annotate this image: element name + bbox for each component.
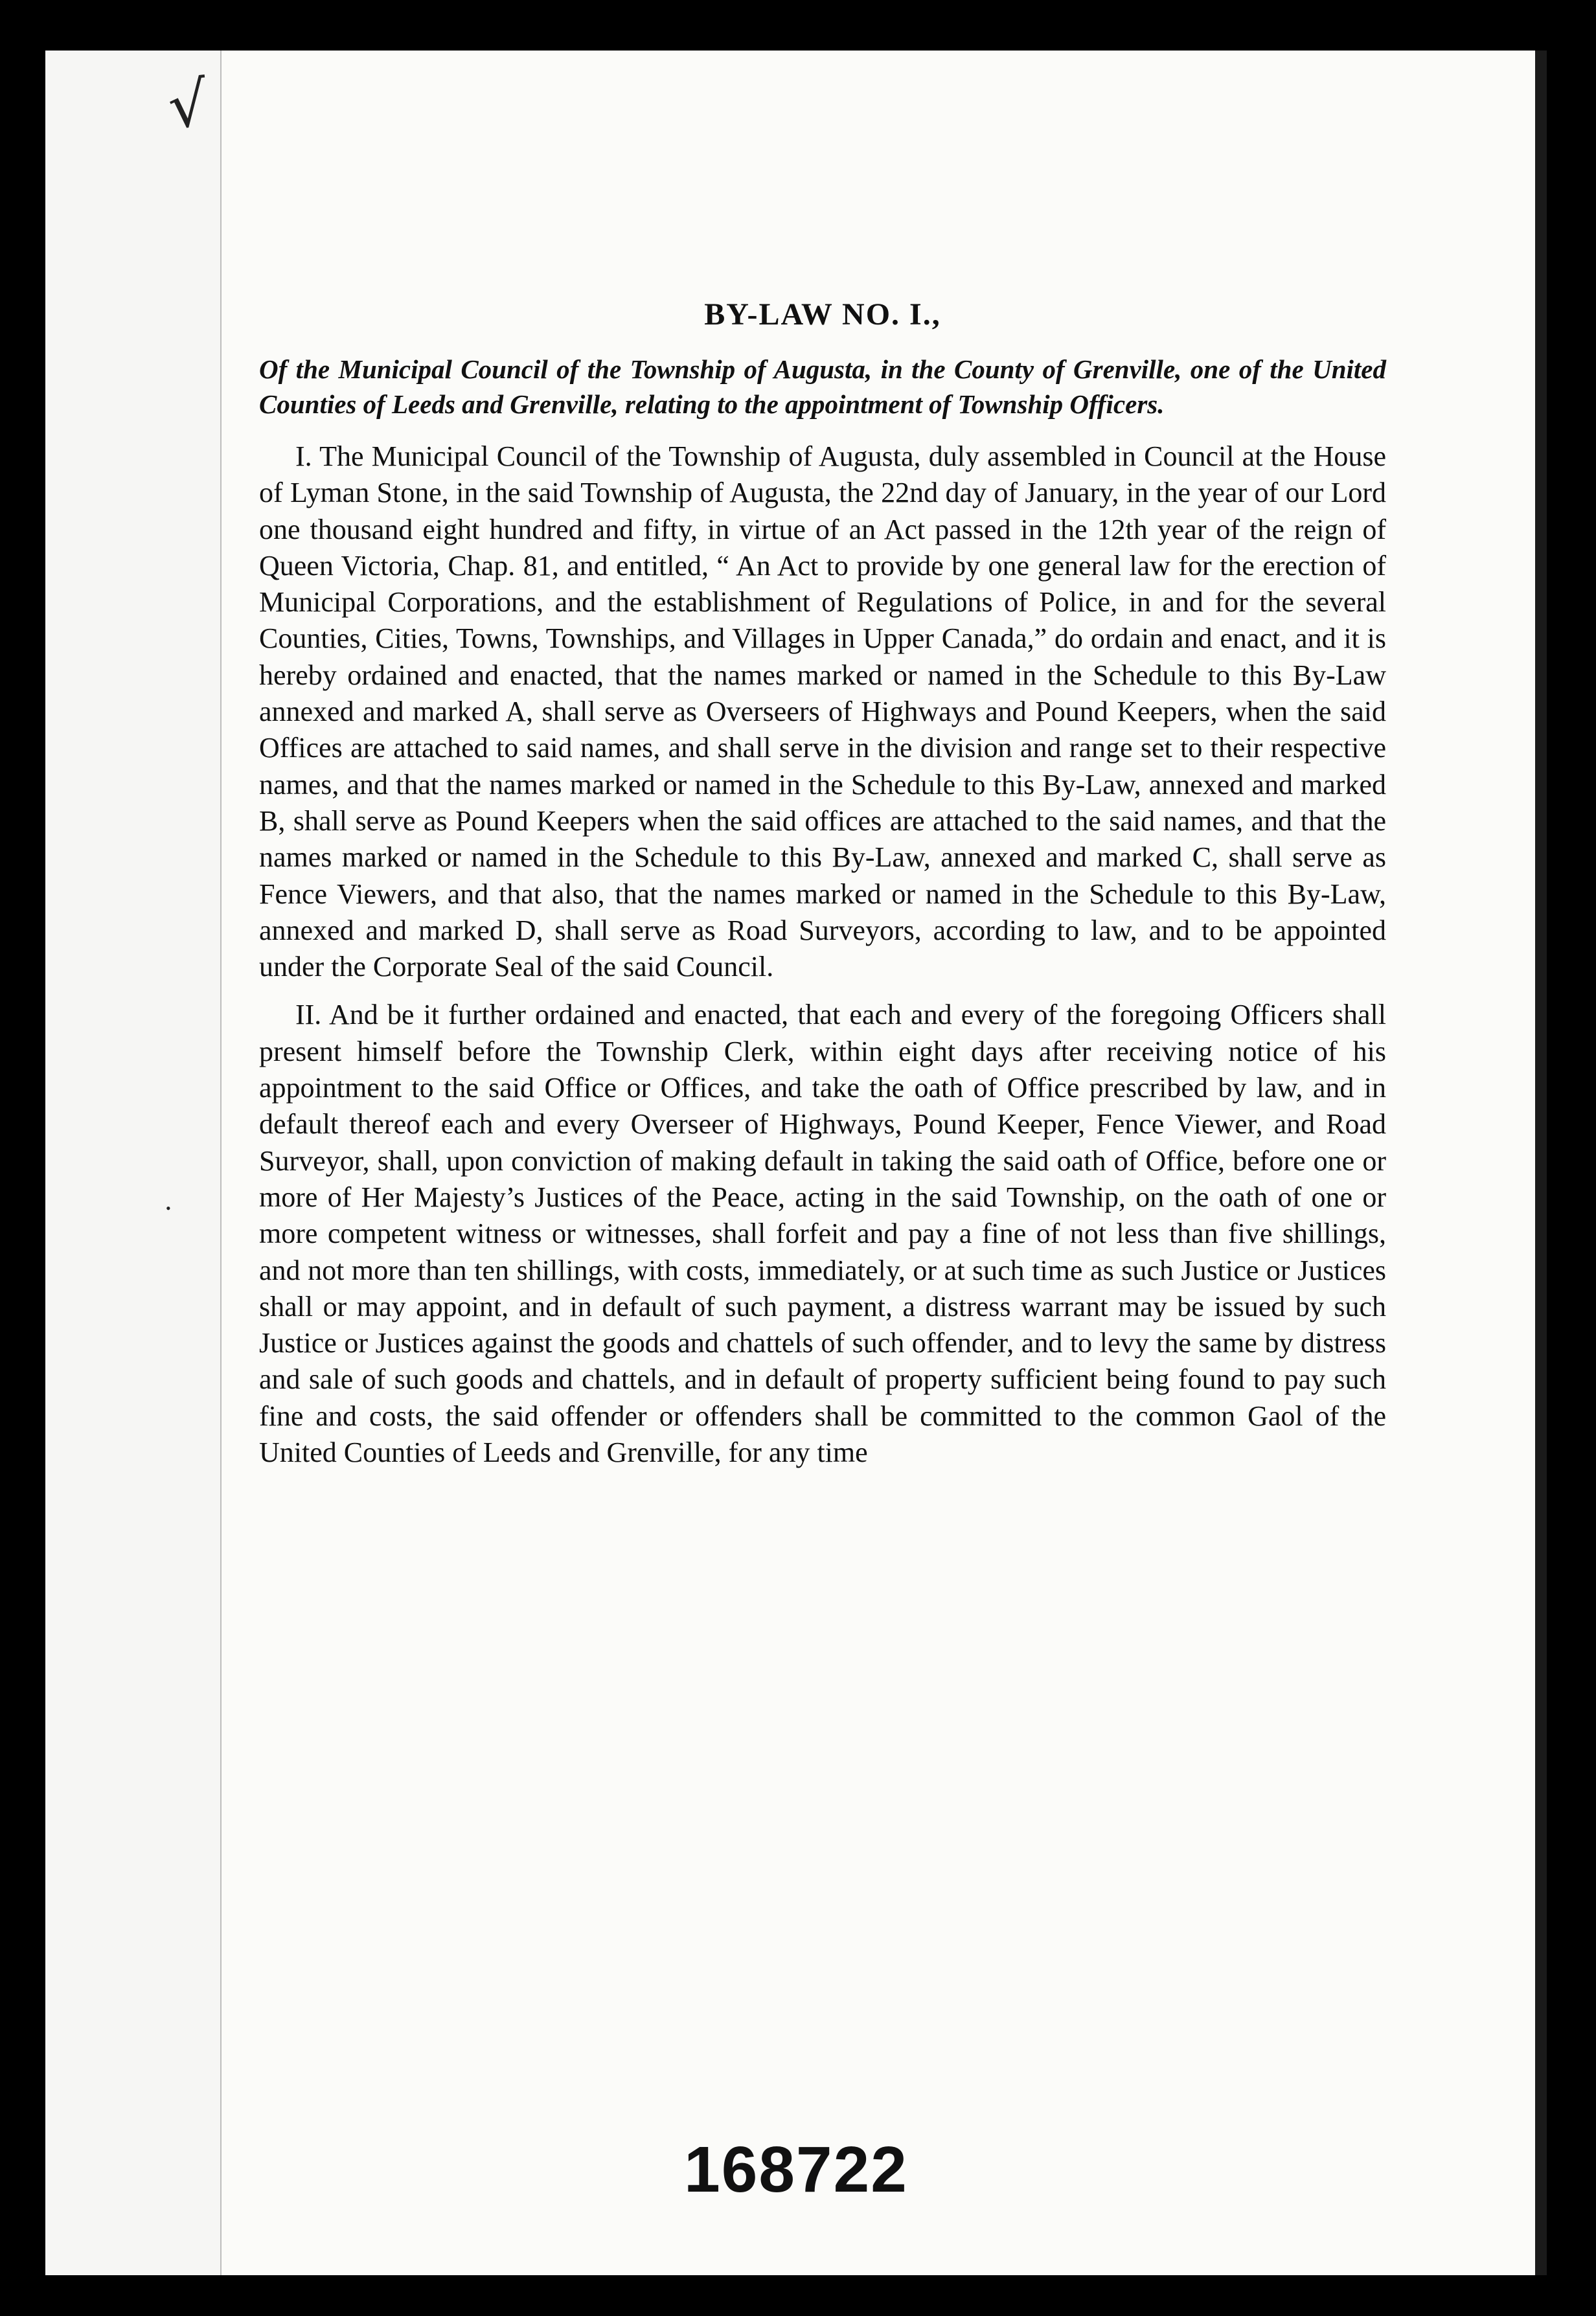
page-title: BY-LAW NO. I., — [704, 297, 941, 332]
left-margin — [45, 51, 222, 2275]
document-page — [45, 51, 1547, 2275]
paragraph-section-2: II. And be it further ordained and enacted, that each and every of the foregoing Officers shall present himself before the Township Clerk, within eight days after receiving notice of his appointment to the said Office or Offices, and take the oath of Office prescribed by law, and in default thereof each and every Overseer of Highways, Pound Keeper, Fence Viewer, and Road Surveyor, shall, upon conviction of making default in taking the said oath of Office, before one or more of Her Majesty’s Justices of the Peace, acting in the said Township, on the oath of one or more competent witness or witnesses, shall forfeit and pay a fine of not less than five shillings, and not more than ten shillings, with costs, immediately, or at such time as such Justice or Justices shall or may appoint, and in default of such payment, a distress warrant may be issued by such Justice or Justices against the goods and chattels of such offender, and to levy the same by distress and sale of such goods and chattels, and in default of property sufficient being found to pay such fine and costs, the said offender or offenders shall be committed to the common Gaol of the United Counties of Leeds and Grenville, for any time — [259, 999, 1386, 1469]
margin-dot: • — [166, 1200, 171, 1216]
right-page-edge — [1535, 51, 1547, 2275]
handwritten-checkmark: √ — [165, 68, 212, 143]
catalogue-number-stamp: 168722 — [684, 2133, 908, 2206]
bylaw-text-block — [259, 297, 1386, 1482]
page-subtitle: Of the Municipal Council of the Township of Augusta, in the County of Grenville, one of the United Counties of Leeds and Grenville, relating to the appointment of Township Officers. — [259, 354, 1386, 419]
paragraph-section-1: I. The Municipal Council of the Township of Augusta, duly assembled in Council at the House of Lyman Stone, in the said Township of Augusta, the 22nd day of January, in the year of our Lord one thousand eight hundred and fifty, in virtue of an Act passed in the 12th year of the reign of Queen Victoria, Chap. 81, and entitled, “ An Act to provide by one general law for the erection of Municipal Corporations, and the establishment of Regulations of Police, in and for the several Counties, Cities, Towns, Townships, and Villages in Upper Canada,” do ordain and enact, and it is hereby ordained and enacted, that the names marked or named in the Schedule to this By-Law annexed and marked A, shall serve as Overseers of Highways and Pound Keepers, when the said Offices are attached to said names, and shall serve in the division and range set to their respective names, and that the names marked or named in the Schedule to this By-Law, annexed and marked B, shall serve as Pound Keepers when the said offices are attached to the said names, and that the names marked or named in the Schedule to this By-Law, annexed and marked C, shall serve as Fence Viewers, and that also, that the names marked or named in the Schedule to this By-Law, annexed and marked D, shall serve as Road Surveyors, according to law, and to be appointed under the Corporate Seal of the said Council. — [259, 440, 1386, 983]
